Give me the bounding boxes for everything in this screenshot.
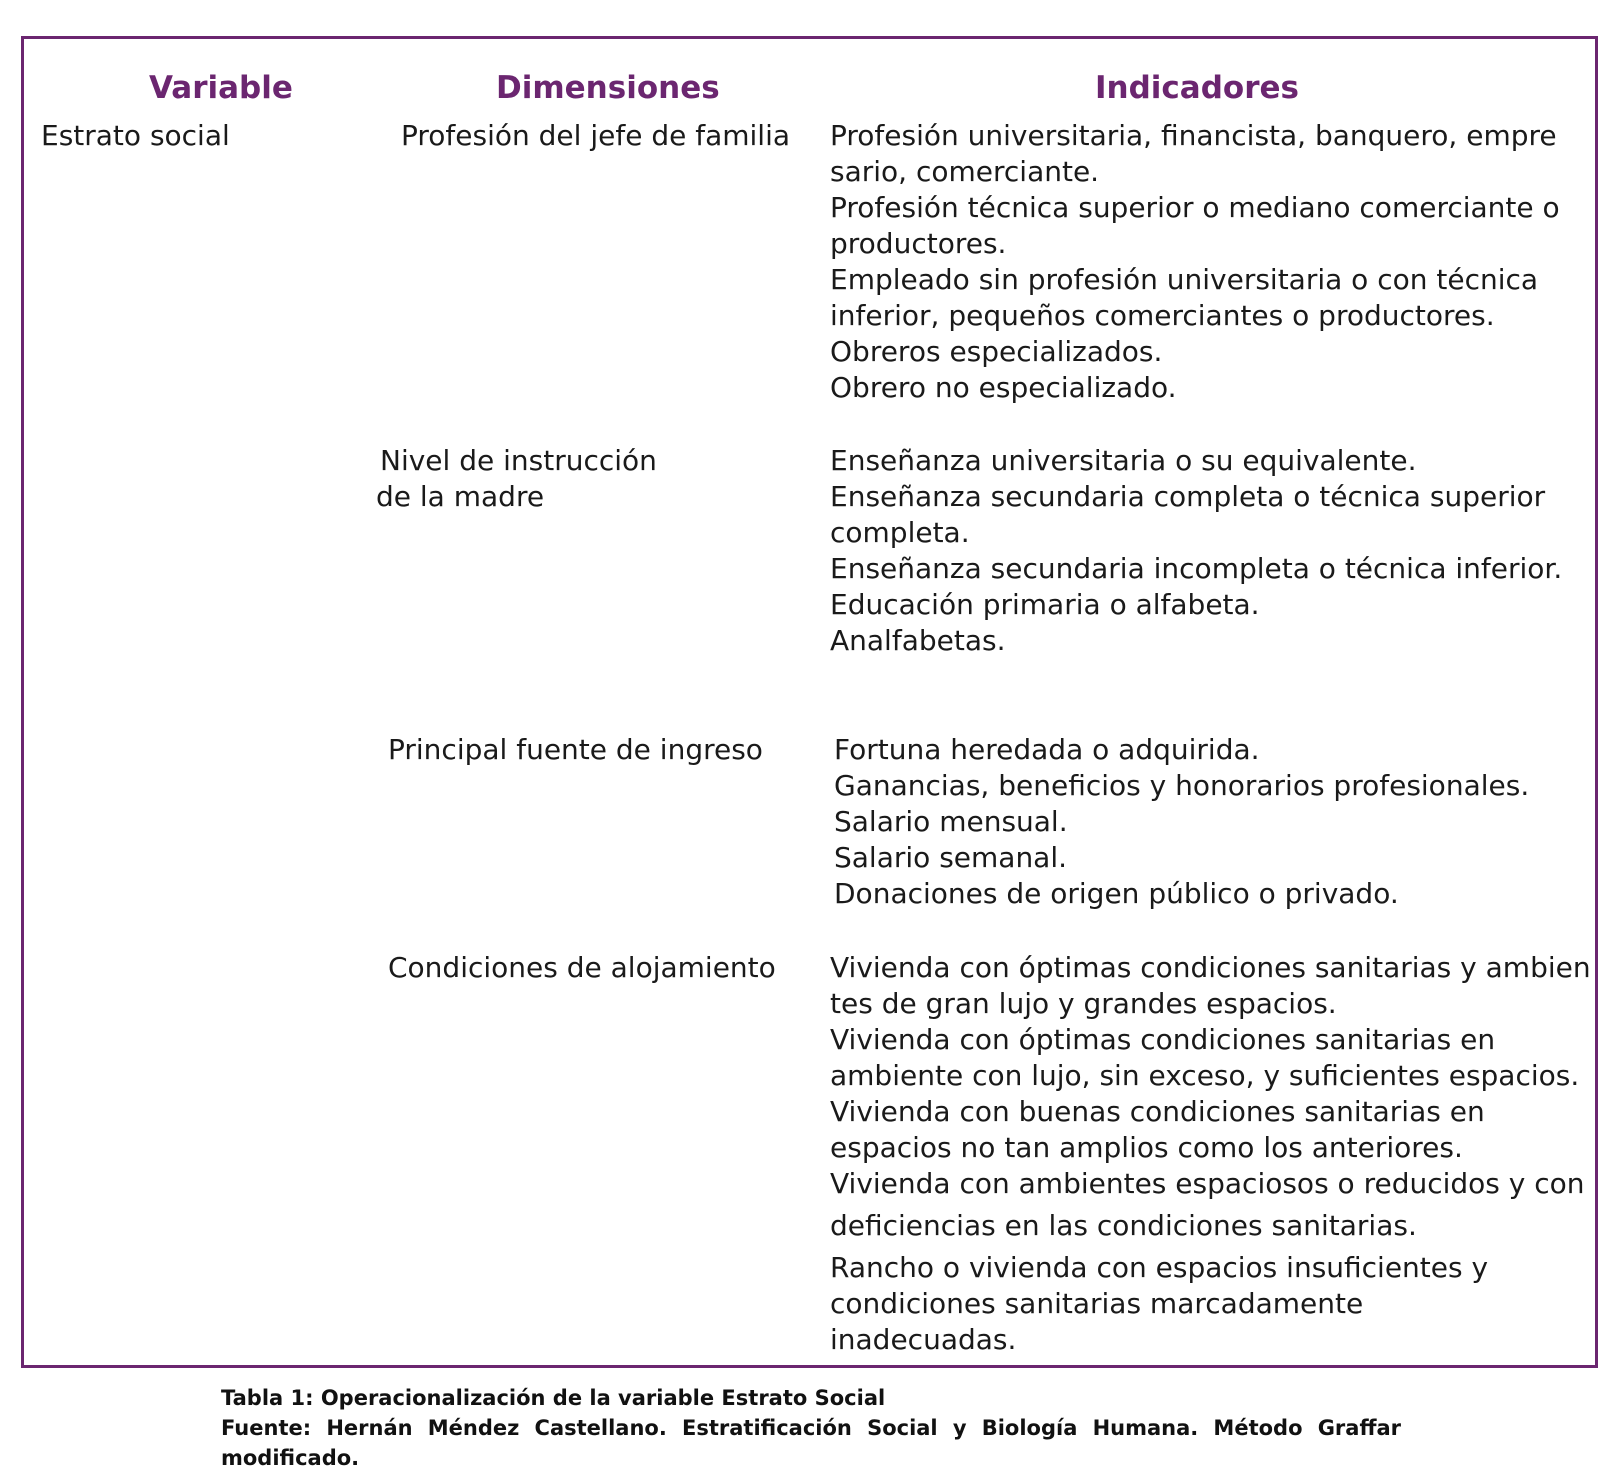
caption-source-continued: modificado. (221, 1446, 360, 1470)
indicator-line: Ganancias, beneficios y honorarios profesionales. (834, 769, 1530, 802)
indicator-line: Analfabetas. (830, 624, 1006, 657)
caption-title: Tabla 1: Operacionalización de la variable Estrato Social (221, 1386, 886, 1410)
indicator-line: inadecuadas. (830, 1323, 1017, 1356)
indicator-line: Rancho o vivienda con espacios insuficientes y (830, 1251, 1489, 1284)
indicator-line: Enseñanza secundaria incompleta o técnica inferior. (830, 552, 1563, 585)
indicator-line: Enseñanza secundaria completa o técnica superior (830, 480, 1546, 513)
indicator-line: Enseñanza universitaria o su equivalente. (830, 444, 1417, 477)
indicator-line: tes de gran lujo y grandes espacios. (830, 987, 1337, 1020)
dimension-text: de la madre (376, 480, 545, 513)
header-variable: Variable (149, 70, 293, 106)
table-caption (221, 1383, 1401, 1473)
indicator-line: Obrero no especializado. (830, 371, 1177, 404)
header-dimensiones: Dimensiones (496, 70, 720, 106)
variable-cell: Estrato social (41, 119, 230, 152)
indicators-cell (834, 732, 1529, 912)
indicator-line: Salario semanal. (834, 841, 1068, 874)
indicator-line: sario, comerciante. (830, 155, 1100, 188)
indicator-line: Educación primaria o alfabeta. (830, 588, 1260, 621)
dimension-text: Principal fuente de ingreso (388, 733, 763, 766)
indicator-line: completa. (830, 516, 970, 549)
indicator-line: Donaciones de origen público o privado. (834, 877, 1399, 910)
indicators-cell (830, 443, 1562, 659)
indicator-line: Fortuna heredada o adquirida. (834, 733, 1260, 766)
caption-source: Fuente: Hernán Méndez Castellano. Estratificación Social y Biología Humana. Método Graffar (221, 1416, 1401, 1440)
indicator-line: Profesión universitaria, financista, banquero, empre (830, 119, 1557, 152)
dimension-text: Nivel de instrucción (380, 444, 657, 477)
indicator-line: espacios no tan amplios como los anteriores. (830, 1131, 1463, 1164)
dimension-cell (376, 443, 657, 515)
indicator-line: Profesión técnica superior o mediano comerciante o (830, 191, 1560, 224)
indicator-line: inferior, pequeños comerciantes o productores. (830, 299, 1495, 332)
indicators-cell (830, 118, 1560, 406)
dimension-cell (388, 732, 763, 768)
indicator-line: Salario mensual. (834, 805, 1068, 838)
indicator-line: deficiencias en las condiciones sanitarias. (830, 1209, 1417, 1242)
header-indicadores: Indicadores (1095, 70, 1299, 106)
indicator-line: Vivienda con buenas condiciones sanitarias en (830, 1095, 1485, 1128)
indicator-line: Vivienda con ambientes espaciosos o reducidos y con (830, 1167, 1585, 1200)
dimension-text: Profesión del jefe de familia (401, 119, 791, 152)
indicators-cell (830, 950, 1591, 1358)
indicator-line: condiciones sanitarias marcadamente (830, 1287, 1364, 1320)
indicator-line: Vivienda con óptimas condiciones sanitarias en (830, 1023, 1496, 1056)
indicator-line: productores. (830, 227, 1007, 260)
indicator-line: Obreros especializados. (830, 335, 1163, 368)
indicator-line: Empleado sin profesión universitaria o con técnica (830, 263, 1539, 296)
dimension-cell (401, 118, 790, 154)
indicator-line: ambiente con lujo, sin exceso, y suficientes espacios. (830, 1059, 1580, 1092)
indicator-line: Vivienda con óptimas condiciones sanitarias y ambien (830, 951, 1591, 984)
dimension-text: Condiciones de alojamiento (388, 951, 776, 984)
dimension-cell (388, 950, 776, 986)
